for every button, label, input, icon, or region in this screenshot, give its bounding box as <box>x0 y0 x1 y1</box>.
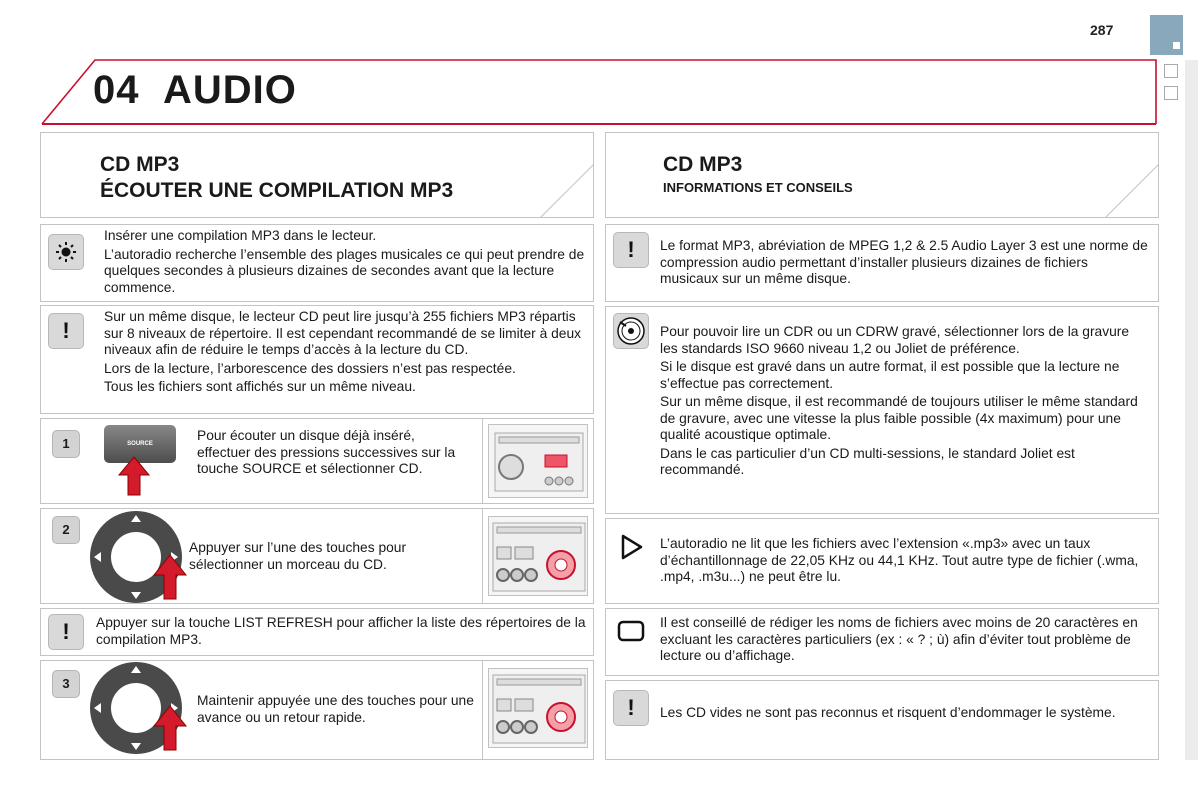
radio-panel-image <box>488 516 588 596</box>
paragraph: Le format MP3, abréviation de MPEG 1,2 & 2.5 Audio Layer 3 est une norme de compression audio permettant d’installer plusieurs dizaines de fichiers musicaux sur un même disque. <box>660 238 1148 286</box>
cdr-text <box>660 324 1150 479</box>
step-2-text: Appuyer sur l’une des touches pour sélectionner un morceau du CD. <box>189 540 407 572</box>
right-subtitle: INFORMATIONS ET CONSEILS <box>663 180 853 195</box>
limits-text <box>104 309 588 396</box>
step-2-badge: 2 <box>52 516 80 544</box>
refresh-text: Appuyer sur la touche LIST REFRESH pour afficher la liste des répertoires de la compilation MP3. <box>96 615 586 647</box>
warning-icon: ! <box>613 232 649 268</box>
arrow-up-icon <box>152 553 188 601</box>
radio-panel-image <box>488 424 588 498</box>
page-edge <box>1185 60 1198 760</box>
insert-text <box>104 228 588 296</box>
arrow-up-icon <box>152 704 188 752</box>
sun-icon <box>48 234 84 270</box>
step-3-badge: 3 <box>52 670 80 698</box>
paragraph: Pour pouvoir lire un CDR ou un CDRW gravé, sélectionner lors de la gravure les standards ISO 9660 niveau 1,2 ou Joliet de préférence. <box>660 324 1130 356</box>
header-fold <box>1105 164 1159 218</box>
rounded-square-icon <box>613 613 649 649</box>
header-fold <box>540 164 594 218</box>
warning-icon: ! <box>613 690 649 726</box>
paragraph: Insérer une compilation MP3 dans le lecteur. <box>104 228 377 243</box>
chapter-number: 04 <box>93 68 140 112</box>
paragraph: Sur un même disque, le lecteur CD peut lire jusqu’à 255 fichiers MP3 répartis sur 8 niveaux de répertoire. Il est cependant recommandé de se limiter à deux niveaux afin de réduire le temps d’accès à la lecture du CD. <box>104 309 582 357</box>
left-title-2: ÉCOUTER UNE COMPILATION MP3 <box>100 179 454 202</box>
warning-icon: ! <box>48 313 84 349</box>
source-button-label: SOURCE <box>127 441 153 447</box>
paragraph: Si le disque est gravé dans un autre format, il est possible que la lecture ne s’effectue pas correctement. <box>660 359 1120 391</box>
disc-icon <box>613 313 649 349</box>
left-title-1: CD MP3 <box>100 153 180 176</box>
paragraph: L’autoradio ne lit que les fichiers avec l’extension «.mp3» avec un taux d’échantillonnage de 22,05 KHz ou 44,1 KHz. Tout autre type de fichier (.wma, .mp4, .m3u...) ne peut être lu. <box>660 536 1139 584</box>
chapter-title: AUDIO <box>163 68 297 112</box>
nav-square-2 <box>1164 86 1178 100</box>
paragraph: Lors de la lecture, l’arborescence des dossiers n’est pas respectée. <box>104 360 516 376</box>
right-title: CD MP3 <box>663 153 743 176</box>
filenames-text <box>660 615 1150 665</box>
paragraph: Les CD vides ne sont pas reconnus et risquent d’endommager le système. <box>660 705 1116 720</box>
empty-cd-text <box>660 705 1150 722</box>
paragraph: Il est conseillé de rédiger les noms de fichiers avec moins de 20 caractères en excluant les caractères particuliers (ex : « ? ; ù) afin d’éviter tout problème de lecture ou d’affichage. <box>660 615 1138 663</box>
nav-square-1 <box>1164 64 1178 78</box>
warning-icon: ! <box>48 614 84 650</box>
paragraph: Dans le cas particulier d’un CD multi-sessions, le standard Joliet est recommandé. <box>660 445 1075 477</box>
step-1-text: Pour écouter un disque déjà inséré, effectuer des pressions successives sur la touche SOURCE et sélectionner CD. <box>197 428 456 476</box>
play-icon <box>613 530 649 566</box>
paragraph: L’autoradio recherche l’ensemble des plages musicales ce qui peut prendre de quelques secondes à plusieurs dizaines de secondes avant que la lecture commence. <box>104 246 585 295</box>
mp3-format-text <box>660 238 1150 288</box>
paragraph: Tous les fichiers sont affichés sur un même niveau. <box>104 379 416 394</box>
radio-panel-image <box>488 668 588 748</box>
step-3-text: Maintenir appuyée une des touches pour une avance ou un retour rapide. <box>197 693 474 725</box>
extension-text <box>660 536 1150 586</box>
page-number: 287 <box>1090 22 1114 38</box>
chapter-tab <box>1150 15 1183 55</box>
step-1-badge: 1 <box>52 430 80 458</box>
paragraph: Sur un même disque, il est recommandé de toujours utiliser le même standard de gravure, avec une vitesse la plus faible possible (4x maximum) pour une qualité acoustique optimale. <box>660 394 1138 442</box>
arrow-up-icon <box>117 455 151 497</box>
